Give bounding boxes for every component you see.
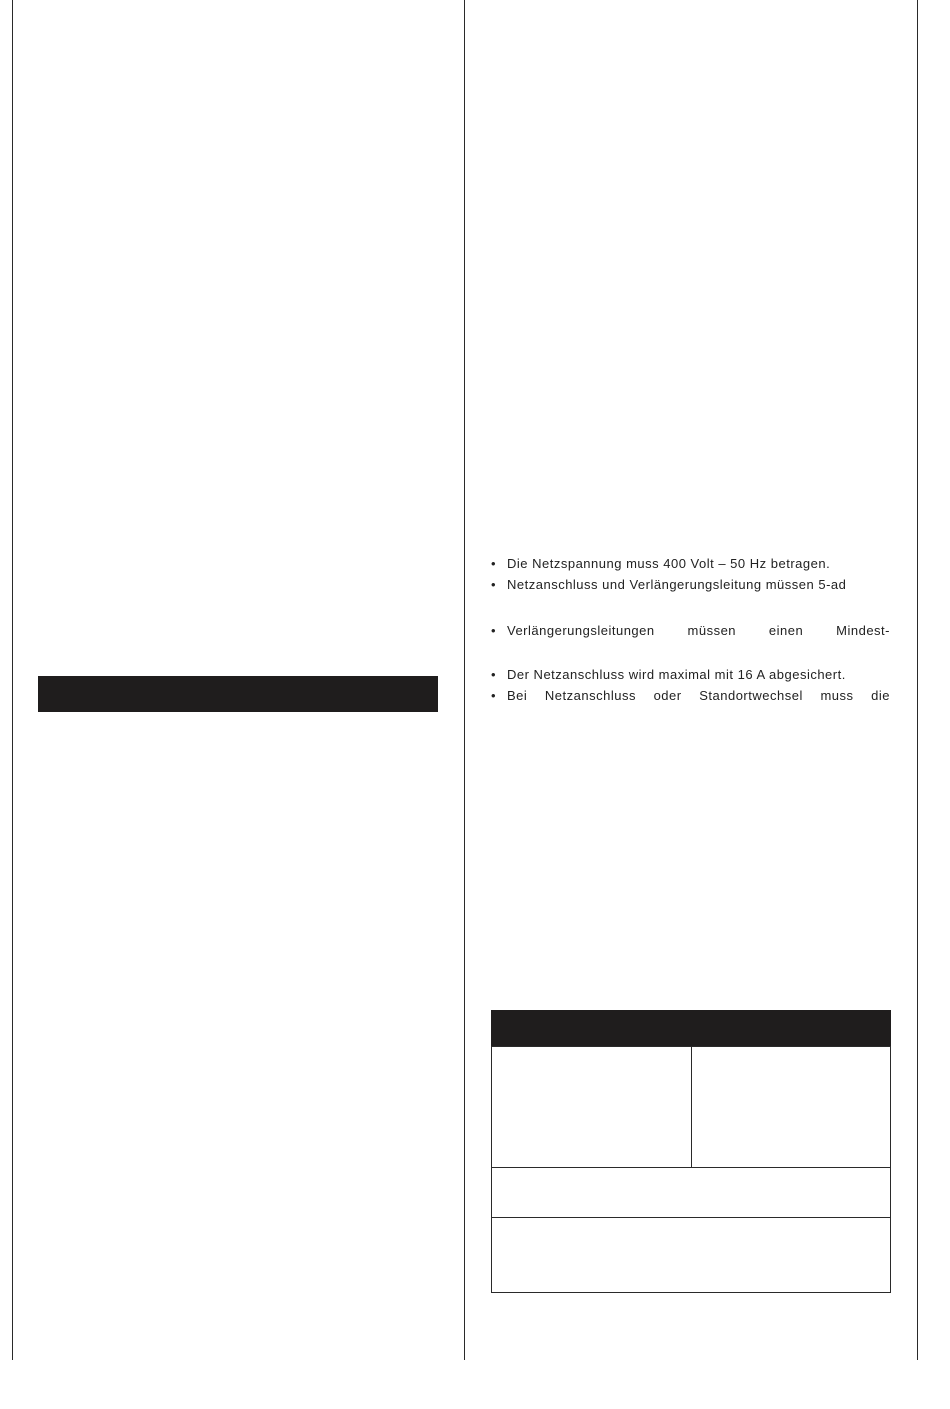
bullet-marker: • — [491, 556, 497, 571]
list-item-text: Verlängerungsleitungen müssen einen Mindest- — [507, 623, 890, 638]
table-header-bar — [491, 1010, 891, 1046]
bullet-marker: • — [491, 577, 497, 592]
table-row — [491, 1217, 891, 1293]
list-item — [491, 555, 890, 573]
right-margin-rule — [917, 0, 918, 1360]
list-item — [491, 576, 890, 594]
list-item — [491, 622, 890, 640]
list-item-text: Netzanschluss und Verlängerungsleitung müssen 5-ad — [507, 577, 847, 592]
list-item — [491, 666, 890, 684]
table-row — [491, 1167, 891, 1218]
bullet-marker: • — [491, 688, 497, 703]
list-item-text: Bei Netzanschluss oder Standortwechsel muss die — [507, 688, 890, 703]
list-item-text: Die Netzspannung muss 400 Volt – 50 Hz betragen. — [507, 556, 831, 571]
left-margin-rule — [12, 0, 13, 1360]
list-item-text: Der Netzanschluss wird maximal mit 16 A abgesichert. — [507, 667, 846, 682]
info-table — [491, 1010, 891, 1293]
column-divider-rule — [464, 0, 465, 1360]
list-item — [491, 687, 890, 705]
table-cell — [491, 1046, 692, 1168]
section-heading-bar — [38, 676, 438, 712]
bullet-marker: • — [491, 623, 497, 638]
bullet-marker: • — [491, 667, 497, 682]
table-cell — [691, 1046, 891, 1168]
